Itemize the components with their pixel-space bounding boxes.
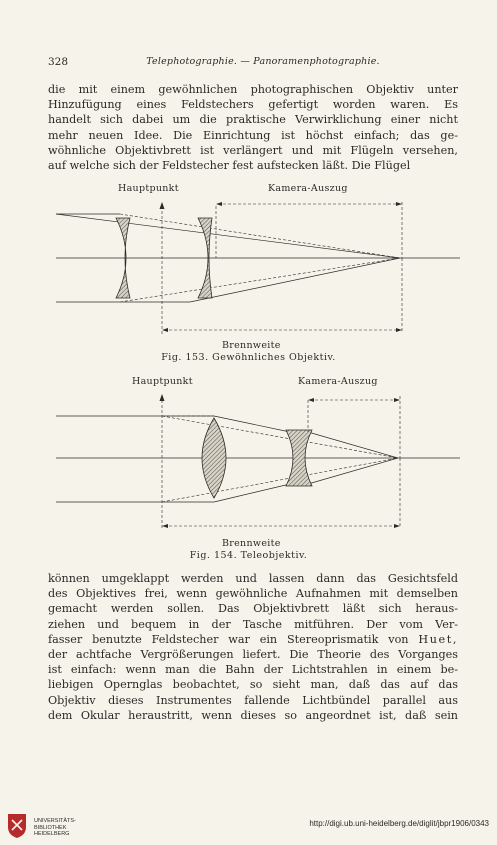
converging-ray xyxy=(190,258,400,302)
fig1-label-focal-length: Brennweite xyxy=(222,340,281,351)
text-line: Objektiv dieses Instrumentes fallende Lichtbündel parallel aus xyxy=(48,693,458,707)
person-name: Huet, xyxy=(418,632,458,646)
text-line: ist einfach: wenn man die Bahn der Lichtstrahlen in einem be- xyxy=(48,663,458,677)
text-line: können umgeklappt werden und lassen dann das Gesichtsfeld xyxy=(48,572,458,585)
running-title: Telephotographie. — Panoramenphotographie. xyxy=(146,56,380,67)
fig1-label-principal-point: Hauptpunkt xyxy=(118,183,179,194)
text-line: dem Okular heraustritt, wenn dieses so angeordnet ist, daß sein xyxy=(48,708,458,722)
digitization-footer xyxy=(0,805,497,845)
fig2-label-bellows: Kamera-Auszug xyxy=(298,376,378,387)
fig2-label-focal-length: Brennweite xyxy=(222,538,281,549)
text-line: ziehen und bequem in der Tasche mitführen. Der vom Ver- xyxy=(48,617,458,631)
fig1-label-bellows: Kamera-Auszug xyxy=(268,183,348,194)
source-url-link[interactable]: http://digi.ub.uni-heidelberg.de/diglit/jbpr1906/0343 xyxy=(309,819,489,828)
figure-153-caption: Fig. 153. Gewöhnliches Objektiv. xyxy=(161,352,336,363)
text-segment: fasser benutzte Feldstecher war ein Stereoprismatik von xyxy=(48,632,419,646)
convex-lens xyxy=(202,418,226,498)
text-line: des Objektives frei, wenn gewöhnliche Aufnahmen mit demselben xyxy=(48,587,458,601)
text-line: auf welche sich der Feldstecher fest aufstecken läßt. Die Flügel xyxy=(48,158,411,172)
paragraph-top xyxy=(48,82,458,173)
logo-line: HEIDELBERG xyxy=(34,831,70,837)
figure-153-diagram xyxy=(40,192,480,337)
running-head xyxy=(48,56,458,70)
fig2-label-principal-point: Hauptpunkt xyxy=(132,376,193,387)
text-line: die mit einem gewöhnlichen photographischen Objektiv unter xyxy=(48,83,458,96)
dashed-ray-lower xyxy=(120,258,400,302)
text-line: liebigen Opernglas beobachtet, so sieht man, daß das auf das xyxy=(48,678,458,692)
figure-154-diagram xyxy=(40,386,480,536)
library-seal-icon xyxy=(6,811,28,839)
text-line: der achtfache Vergrößerungen liefert. Die Theorie des Vorganges xyxy=(48,647,458,661)
logo-line: UNIVERSITÄTS- xyxy=(34,818,76,824)
page-number: 328 xyxy=(48,56,69,68)
text-line: Hinzufügung eines Feldstechers gefertigt worden waren. Es xyxy=(48,98,458,112)
text-line: handelt sich dabei um die praktische Verwirklichung einer nicht xyxy=(48,113,458,127)
text-line: mehr neuen Idee. Die Einrichtung ist höchst einfach; das ge- xyxy=(48,128,458,142)
text-line: wöhnliche Objektivbrett ist verlängert und mit Flügeln versehen, xyxy=(48,143,458,157)
library-logo xyxy=(6,811,116,841)
paragraph-bottom xyxy=(48,571,458,723)
logo-line: BIBLIOTHEK xyxy=(34,824,67,831)
upper-ray xyxy=(56,214,400,258)
figure-154-caption: Fig. 154. Teleobjektiv. xyxy=(189,550,308,561)
text-line: gemacht werden sollen. Das Objektivbrett läßt sich heraus- xyxy=(48,602,458,616)
text-line xyxy=(48,632,458,647)
